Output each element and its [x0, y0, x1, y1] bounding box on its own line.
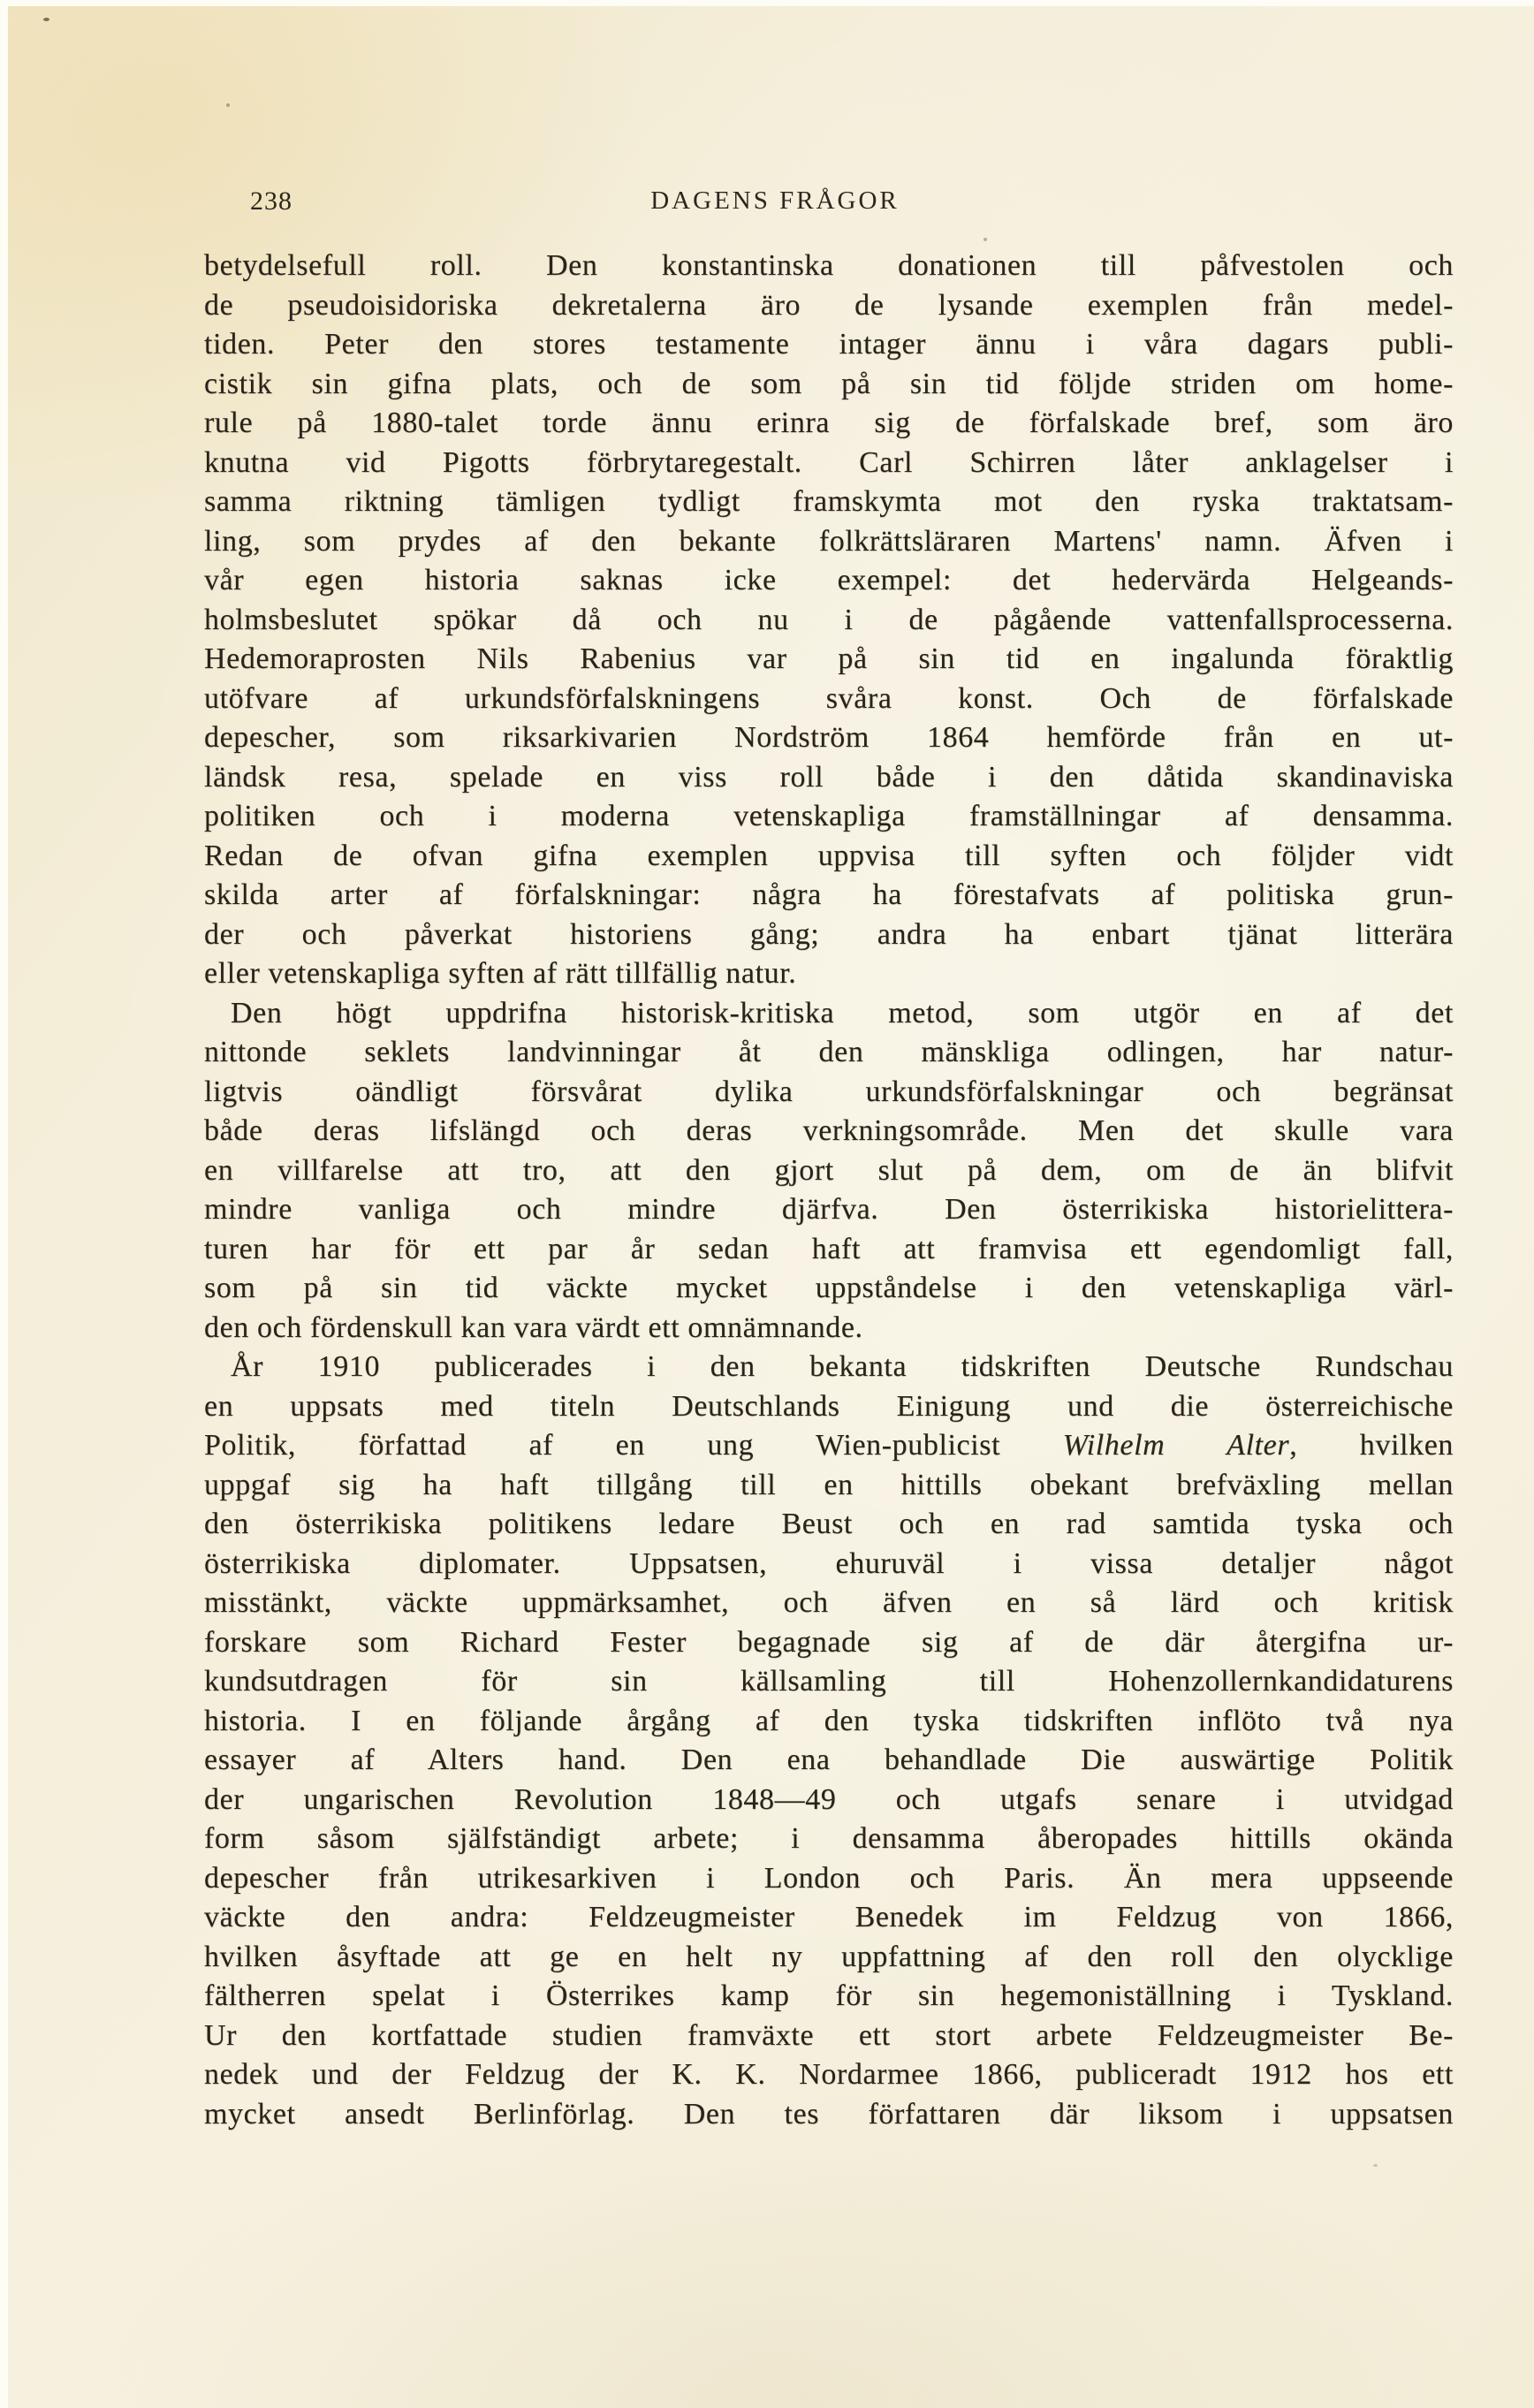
page-number: 238 [250, 186, 292, 216]
text-line: holmsbeslutet spökar då och nu i de pågående vattenfallsprocesserna. [204, 603, 1454, 636]
paper-speck [43, 18, 49, 21]
paragraph-1 [204, 247, 1454, 994]
text-line: den österrikiska politikens ledare Beust och en rad samtida tyska och [204, 1508, 1454, 1540]
text-line: essayer af Alters hand. Den ena behandlade Die auswärtige Politik [204, 1743, 1454, 1776]
text-line: Ur den kortfattade studien framväxte ett stort arbete Feldzeugmeister Be- [204, 2018, 1454, 2052]
text-line: hvilken åsyftade att ge en helt ny uppfattning af den roll den olycklige [204, 1940, 1454, 1973]
text-line: den och fördenskull kan vara värdt ett omnämnande. [204, 1310, 863, 1344]
text-line: nedek und der Feldzug der K. K. Nordarmee 1866, publiceradt 1912 hos ett [204, 2058, 1454, 2091]
text-line: ligtvis oändligt försvårat dylika urkundsförfalskningar och begränsat [204, 1075, 1454, 1108]
text-line: mindre vanliga och mindre djärfva. Den österrikiska historielittera- [204, 1193, 1454, 1226]
paragraph-2 [204, 994, 1454, 1348]
text-line: Hedemoraprosten Nils Rabenius var på sin tid en ingalunda föraktlig [204, 642, 1454, 675]
scanned-book-page [8, 6, 1534, 2408]
text-line: uppgaf sig ha haft tillgång till en hittills obekant brefväxling mellan [204, 1468, 1454, 1501]
line-text: Politik, författad af en ung Wien-publicist [204, 1429, 1063, 1462]
text-line: År 1910 publicerades i den bekanta tidskriften Deutsche Rundschau [231, 1350, 1454, 1383]
text-line: turen har för ett par år sedan haft att framvisa ett egendomligt fall, [204, 1232, 1454, 1265]
paragraph-3 [204, 1348, 1454, 2134]
text-line: som på sin tid väckte mycket uppståndelse i den vetenskapliga värl- [204, 1272, 1454, 1304]
text-line: Den högt uppdrifna historisk-kritiska metod, som utgör en af det [231, 996, 1454, 1029]
running-title: DAGENS FRÅGOR [650, 186, 900, 215]
text-line: ling, som prydes af den bekante folkrättsläraren Martens' namn. Äfven i [204, 524, 1454, 558]
text-line: betydelsefull roll. Den konstantinska donationen till påfvestolen och [204, 249, 1454, 282]
text-line: historia. I en följande årgång af den tyska tidskriften inflöto två nya [204, 1704, 1454, 1737]
text-block [204, 247, 1454, 2134]
text-line: fältherren spelat i Österrikes kamp för sin hegemoniställning i Tyskland. [204, 1979, 1454, 2012]
text-line: knutna vid Pigotts förbrytaregestalt. Carl Schirren låter anklagelser i [204, 445, 1454, 479]
paper-speck [983, 238, 987, 241]
paper-speck [226, 103, 230, 107]
text-line: både deras lifslängd och deras verkningsområde. Men det skulle vara [204, 1114, 1454, 1147]
text-line: en villfarelse att tro, att den gjort slut på dem, om de än blifvit [204, 1153, 1454, 1187]
text-line: kundsutdragen för sin källsamling till Hohenzollernkandidaturens [204, 1665, 1454, 1698]
text-line: väckte den andra: Feldzeugmeister Benedek im Feldzug von 1866, [204, 1901, 1454, 1933]
text-line: en uppsats med titeln Deutschlands Einigung und die österreichische [204, 1389, 1454, 1423]
text-line: forskare som Richard Fester begagnade sig af de där återgifna ur- [204, 1625, 1454, 1659]
text-line: form såsom själfständigt arbete; i densamma åberopades hittills okända [204, 1822, 1454, 1855]
line-text: , hvilken [1289, 1429, 1454, 1462]
text-line: utöfvare af urkundsförfalskningens svåra konst. Och de förfalskade [204, 681, 1454, 715]
text-line: der och påverkat historiens gång; andra ha enbart tjänat litterära [204, 917, 1454, 951]
text-line: samma riktning tämligen tydligt framskymta mot den ryska traktatsam- [204, 485, 1454, 518]
text-line [204, 1426, 1454, 1466]
text-line: österrikiska diplomater. Uppsatsen, ehuruväl i vissa detaljer något [204, 1546, 1454, 1580]
text-line: vår egen historia saknas icke exempel: det hedervärda Helgeands- [204, 564, 1454, 596]
text-line: nittonde seklets landvinningar åt den mänskliga odlingen, har natur- [204, 1036, 1454, 1068]
text-line: eller vetenskapliga syften af rätt tillfällig natur. [204, 957, 797, 990]
text-line: depescher, som riksarkivarien Nordström 1864 hemförde från en ut- [204, 721, 1454, 754]
text-line: tiden. Peter den stores testamente intager ännu i våra dagars publi- [204, 328, 1454, 361]
text-line: skilda arter af förfalskningar: några ha förestafvats af politiska grun- [204, 878, 1454, 911]
text-line: der ungarischen Revolution 1848—49 och utgafs senare i utvidgad [204, 1782, 1454, 1816]
text-line: politiken och i moderna vetenskapliga framställningar af densamma. [204, 800, 1454, 832]
paper-speck [1373, 2164, 1378, 2167]
text-line: mycket ansedt Berlinförlag. Den tes författaren där liksom i uppsatsen [204, 2097, 1454, 2131]
text-line: de pseudoisidoriska dekretalerna äro de lysande exemplen från medel- [204, 288, 1454, 322]
text-line: ländsk resa, spelade en viss roll både i den dåtida skandinaviska [204, 760, 1454, 794]
page-header [204, 185, 1454, 220]
text-line: rule på 1880-talet torde ännu erinra sig de förfalskade bref, som äro [204, 406, 1454, 439]
text-line: Redan de ofvan gifna exemplen uppvisa till syften och följder vidt [204, 839, 1454, 872]
text-line: misstänkt, väckte uppmärksamhet, och äfven en så lärd och kritisk [204, 1586, 1454, 1619]
author-name: Wilhelm Alter [1062, 1429, 1290, 1462]
text-line: depescher från utrikesarkiven i London och Paris. Än mera uppseende [204, 1861, 1454, 1895]
text-line: cistik sin gifna plats, och de som på sin tid följde striden om home- [204, 367, 1454, 400]
